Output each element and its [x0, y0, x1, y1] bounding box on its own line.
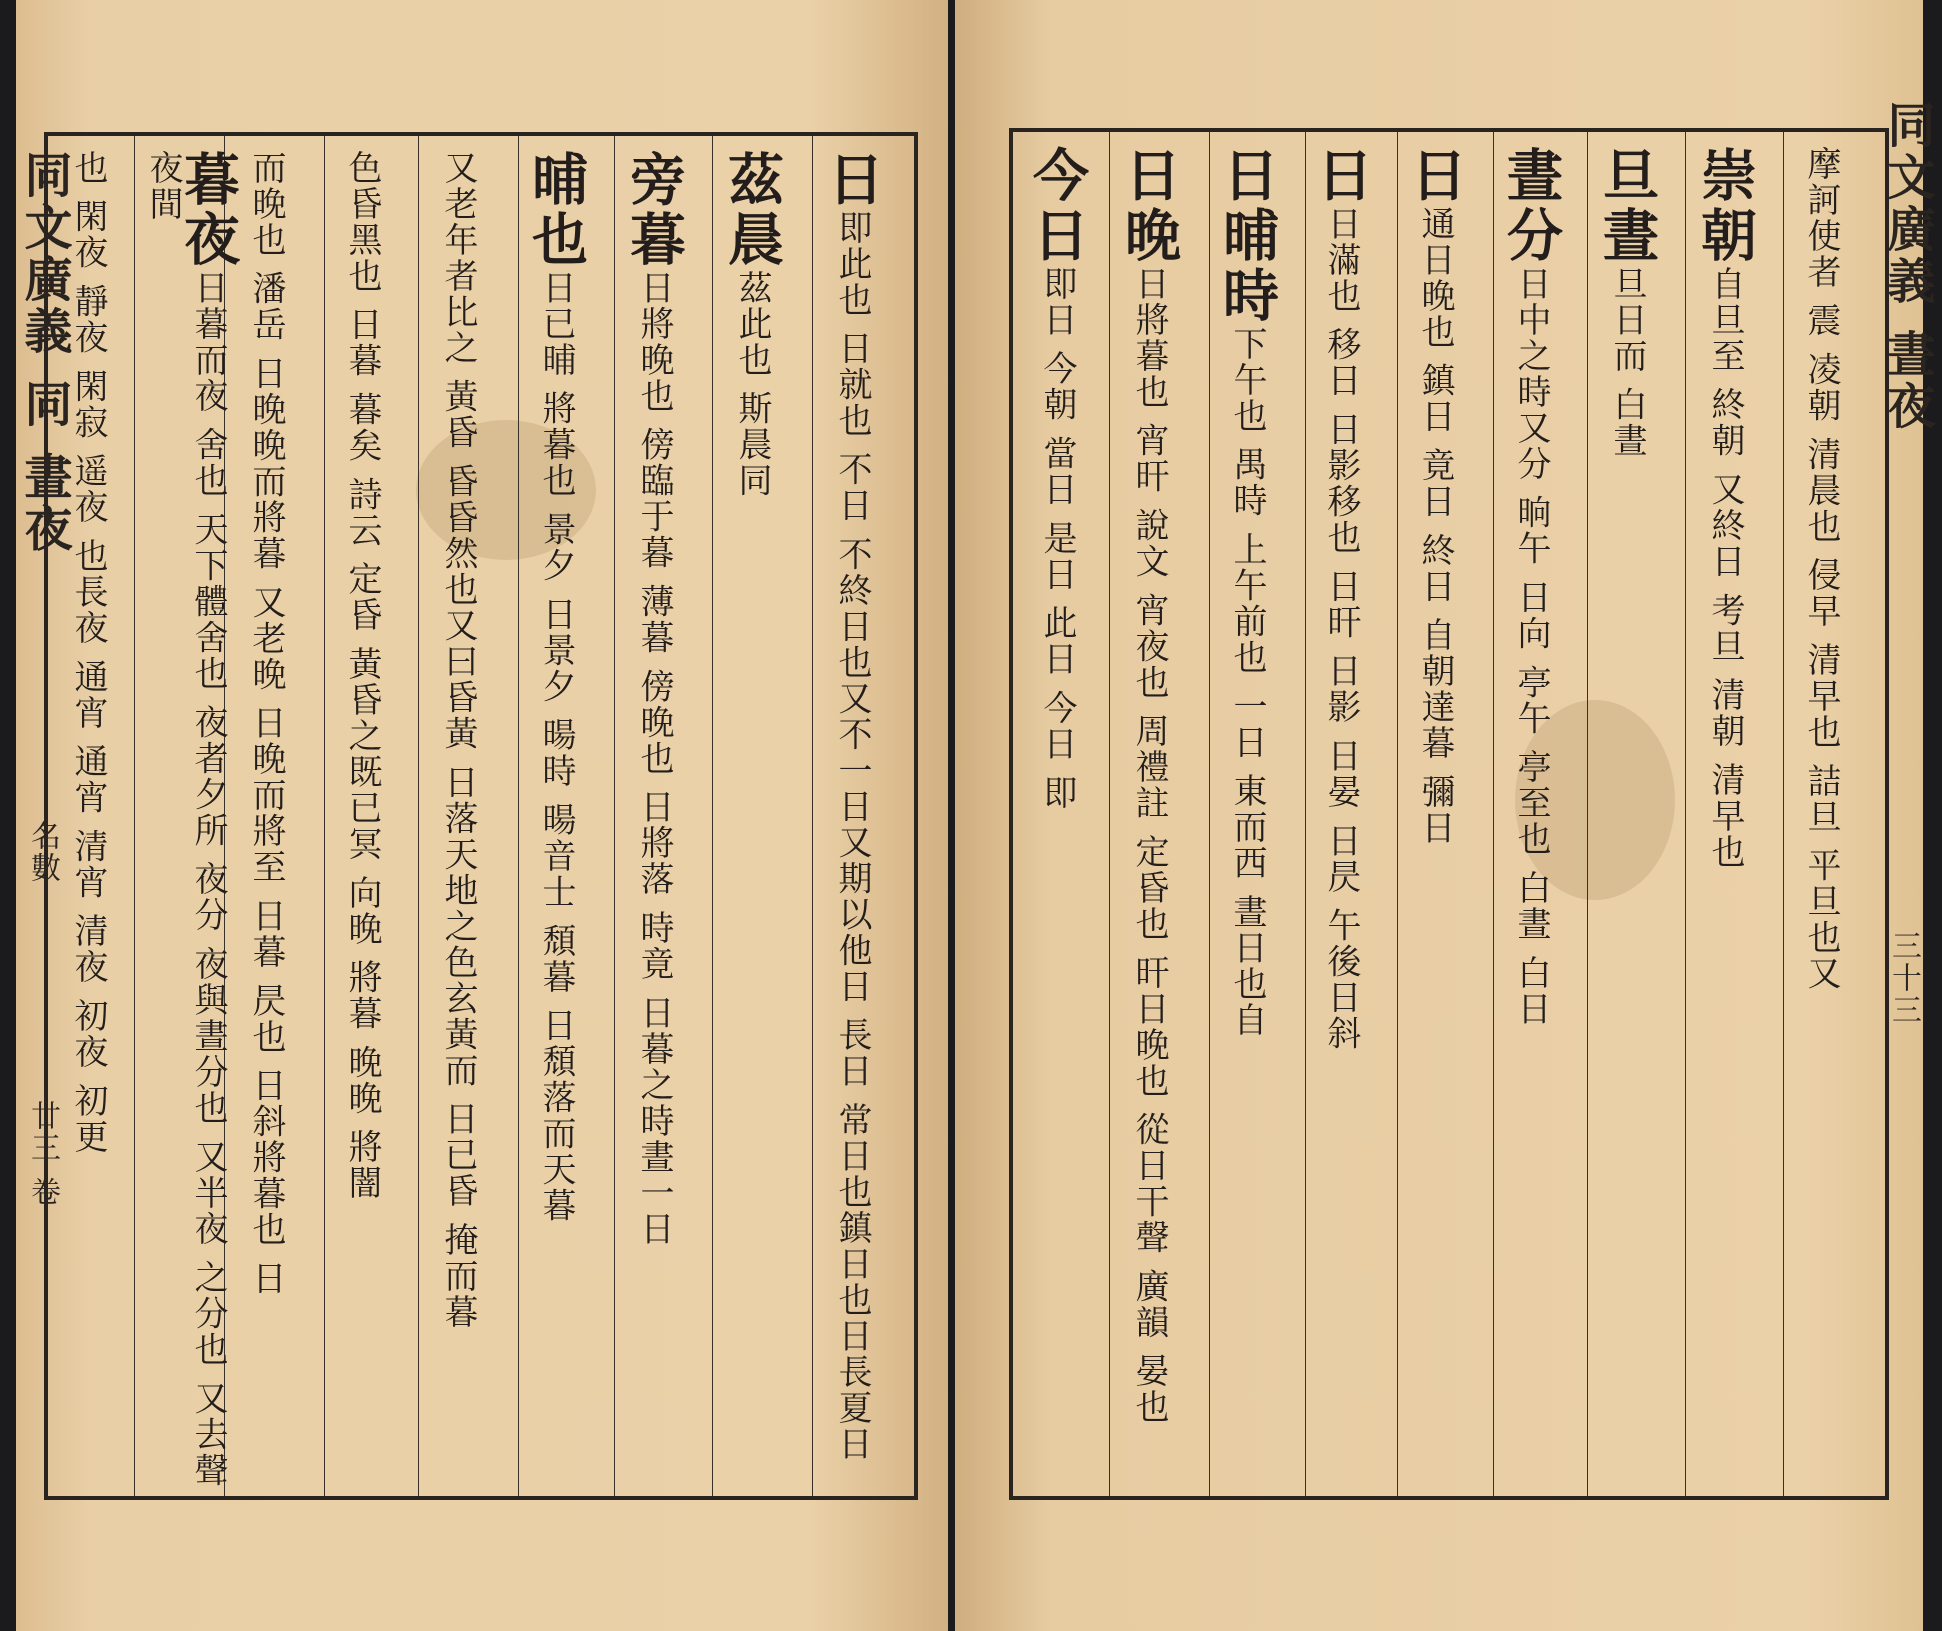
- gloss: 日已晡 將暮也 景夕 日景夕 暘時 暘音士 頹暮 日頹落而天暮: [536, 270, 576, 1224]
- headword: 日晡時: [1214, 146, 1280, 326]
- headword: 日: [1402, 146, 1468, 206]
- headword: 晝分: [1498, 146, 1564, 266]
- text-column: [430, 150, 486, 1330]
- left-page: [16, 0, 948, 1631]
- gloss: 而晚也 潘岳 日晚晚而將暮 又老晚 日晚而將至 日暮 昃也 日斜將暮也 日: [246, 150, 286, 1297]
- gloss: 自旦至 終朝 又終日 考旦 清朝 清早也: [1705, 266, 1745, 871]
- text-column: [1402, 146, 1468, 847]
- right-text-frame: [1009, 128, 1889, 1500]
- text-column: [1793, 146, 1849, 992]
- headword: 暮夜: [175, 150, 241, 270]
- text-column: [334, 150, 390, 1201]
- page-number: 廿三 卷: [25, 1100, 60, 1208]
- text-column: [1116, 146, 1182, 1426]
- text-column: [1498, 146, 1564, 1027]
- right-page: [955, 0, 1935, 1631]
- text-column: [621, 150, 687, 1247]
- gloss: 也 閑夜 靜夜 閑寂 遥夜 也長夜 通宵 通宵 清宵 清夜 初夜 初更: [68, 150, 108, 1155]
- headword: 崇朝: [1692, 146, 1758, 266]
- headword: 今日: [1024, 146, 1090, 266]
- headword: 日: [819, 150, 885, 210]
- gloss: 茲此也 斯晨同: [732, 270, 772, 499]
- text-column: [1594, 146, 1660, 459]
- gloss: 日將晚也 傍臨于暮 薄暮 傍晚也 日將落 時竟 日暮之時晝一日: [634, 270, 674, 1247]
- margin-section: 名數: [25, 820, 60, 884]
- text-column: [143, 150, 241, 1496]
- gloss: 日暮而夜 舍也 天下體舍也 夜者夕所 夜分 夜與晝分也 又半夜 之分也 又去聲 夜間: [143, 150, 228, 1489]
- text-column: [1692, 146, 1758, 871]
- page-number: 三十三: [1886, 930, 1921, 1026]
- text-column: [1024, 146, 1090, 811]
- margin-title: 同文廣義 晝夜: [1879, 100, 1935, 433]
- gloss: 即日 今朝 當日 是日 此日 今日 即: [1037, 266, 1077, 811]
- headword: 旦晝: [1594, 146, 1660, 266]
- headword: 日晚: [1116, 146, 1182, 266]
- headword: 茲晨: [719, 150, 785, 270]
- text-column: [1214, 146, 1280, 1039]
- margin-title: 同文廣義 同 晝夜: [16, 150, 72, 556]
- gloss: 旦日而 白晝: [1607, 266, 1647, 459]
- headword: 晡也: [523, 150, 589, 270]
- gloss: 通日晚也 鎮日 竟日 終日 自朝達暮 彌日: [1415, 206, 1455, 847]
- text-column: [523, 150, 589, 1224]
- gloss: 下午也 禺時 上午前也 一日 東而西 晝日也自: [1227, 326, 1267, 1039]
- gloss: 又老年者比之 黃昏 昏昏然也又曰昏黃 日落天地之色玄黃而 日已昏 掩而暮: [438, 150, 478, 1331]
- gloss: 日滿也 移日 日影移也 日旰 日影 日晏 日昃 午後日斜: [1321, 206, 1361, 1052]
- gloss: 色昏黑也 日暮 暮矣 詩云 定昏 黃昏之既已冥 向晚 將暮 晚晚 將闇: [342, 150, 382, 1202]
- text-column: [1308, 146, 1374, 1052]
- gloss: 即此也 日就也 不日 不終日也又不一日又期以他日 長日 常日也鎮日也日長夏日: [832, 210, 872, 1463]
- headword: 日: [1308, 146, 1374, 206]
- gloss: 日將暮也 宵旰 說文 宵夜也 周禮註 定昏也 旰日晚也 從日干聲 廣韻 晏也: [1129, 266, 1169, 1426]
- headword: 旁暮: [621, 150, 687, 270]
- text-column: [719, 150, 785, 499]
- left-text-frame: [44, 132, 918, 1500]
- text-column: [819, 150, 885, 1463]
- gloss: 日中之時又分 晌午 日向 亭午 亭至也 白晝 白日: [1511, 266, 1551, 1027]
- text-column: [238, 150, 294, 1296]
- gloss: 摩訶使者 震 凌朝 清晨也 侵早 清早也 詰旦 平旦也又: [1801, 146, 1841, 992]
